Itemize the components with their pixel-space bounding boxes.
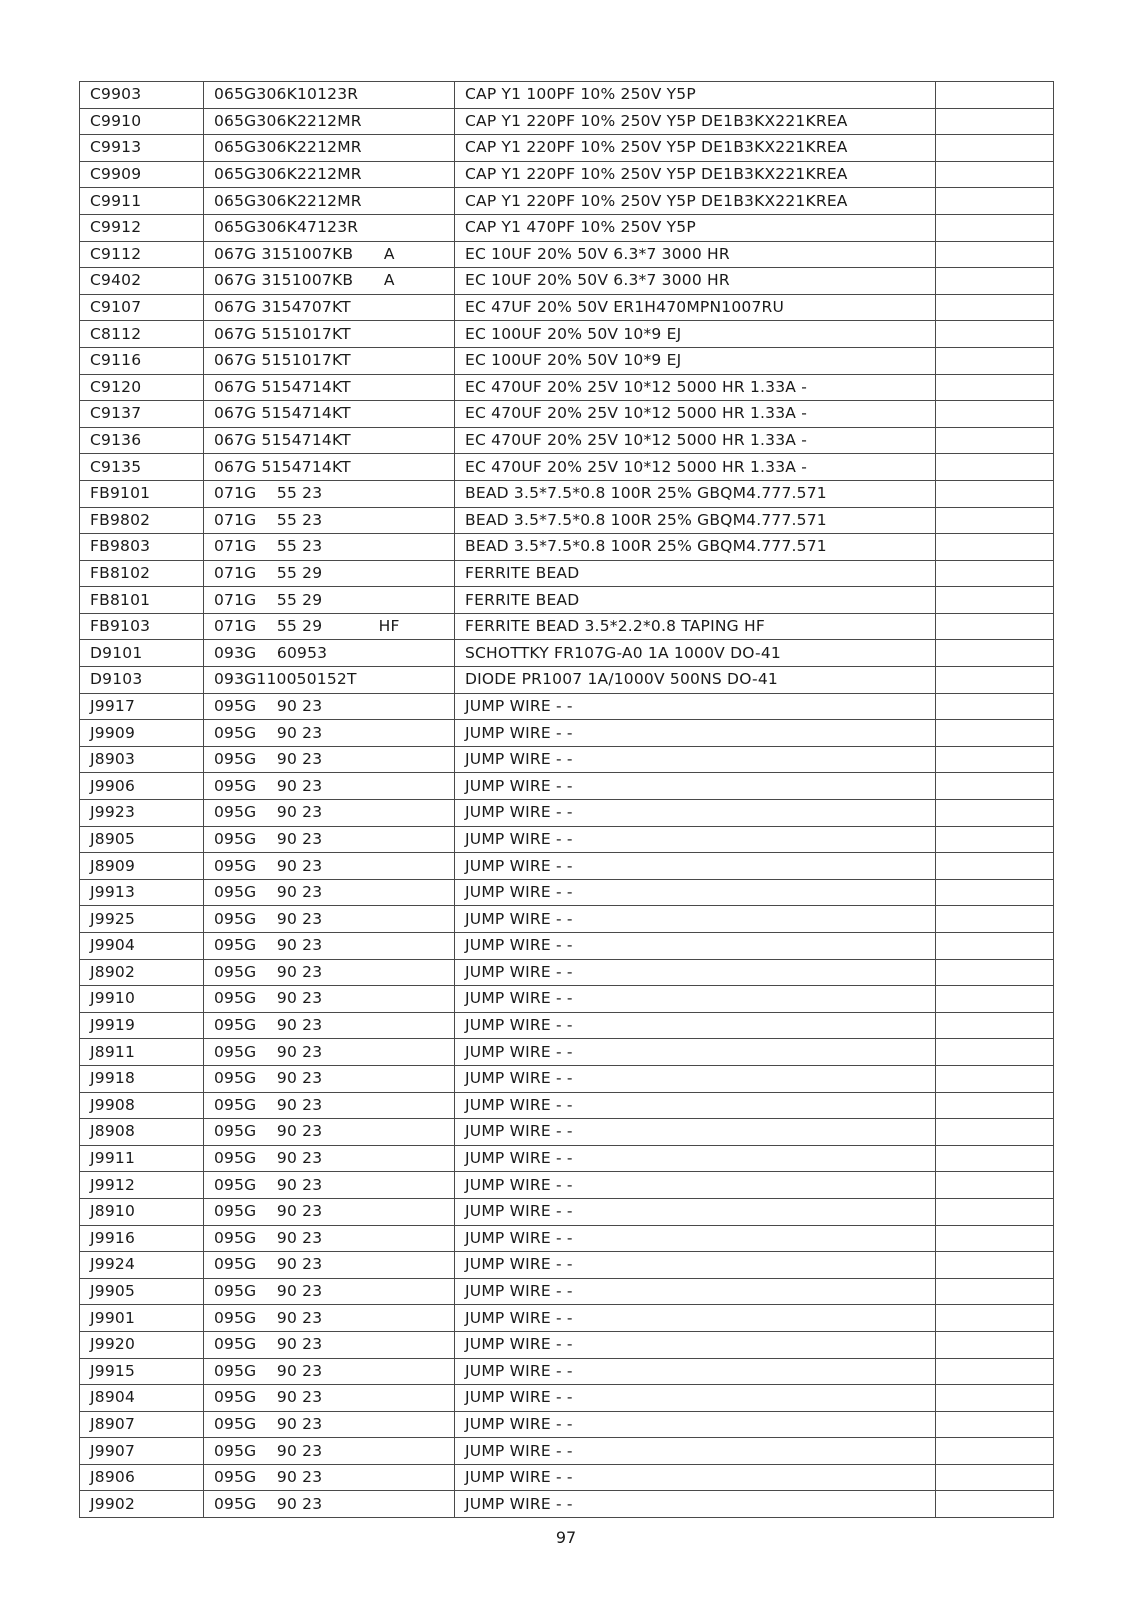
location-cell: C9136	[80, 427, 204, 454]
table-row	[80, 1092, 1054, 1119]
location-cell: J9917	[80, 693, 204, 720]
remark-cell	[936, 1172, 1054, 1199]
description-cell: EC 470UF 20% 25V 10*12 5000 HR 1.33A -	[455, 427, 936, 454]
location-cell: J9918	[80, 1065, 204, 1092]
remark-cell	[936, 667, 1054, 694]
remark-cell	[936, 1438, 1054, 1465]
description-cell: JUMP WIRE - -	[455, 1145, 936, 1172]
description-cell: EC 100UF 20% 50V 10*9 EJ	[455, 347, 936, 374]
description-cell: EC 10UF 20% 50V 6.3*7 3000 HR	[455, 241, 936, 268]
remark-cell	[936, 826, 1054, 853]
location-cell: C9912	[80, 214, 204, 241]
remark-cell	[936, 135, 1054, 162]
table-row	[80, 667, 1054, 694]
description-cell: JUMP WIRE - -	[455, 773, 936, 800]
table-row	[80, 986, 1054, 1013]
parts-list-table	[79, 81, 1054, 1518]
location-cell: J9924	[80, 1252, 204, 1279]
remark-cell	[936, 427, 1054, 454]
table-row	[80, 1172, 1054, 1199]
part-number-cell: 095G 90 23	[204, 959, 455, 986]
table-row	[80, 959, 1054, 986]
table-row	[80, 640, 1054, 667]
table-row	[80, 1198, 1054, 1225]
remark-cell	[936, 1145, 1054, 1172]
part-number-cell: 095G 90 23	[204, 1491, 455, 1518]
table-row	[80, 1305, 1054, 1332]
part-number-cell: 065G306K10123R	[204, 82, 455, 109]
part-number-cell: 095G 90 23	[204, 746, 455, 773]
location-cell: J9919	[80, 1012, 204, 1039]
remark-cell	[936, 321, 1054, 348]
table-row	[80, 268, 1054, 295]
location-cell: J9904	[80, 933, 204, 960]
location-cell: J8906	[80, 1464, 204, 1491]
part-number-cell: 093G110050152T	[204, 667, 455, 694]
description-cell: FERRITE BEAD	[455, 587, 936, 614]
description-cell: JUMP WIRE - -	[455, 1198, 936, 1225]
part-number-cell: 095G 90 23	[204, 1411, 455, 1438]
location-cell: C9116	[80, 347, 204, 374]
part-number-cell: 095G 90 23	[204, 693, 455, 720]
remark-cell	[936, 1012, 1054, 1039]
remark-cell	[936, 108, 1054, 135]
table-row	[80, 1411, 1054, 1438]
remark-cell	[936, 1065, 1054, 1092]
description-cell: CAP Y1 220PF 10% 250V Y5P DE1B3KX221KREA	[455, 188, 936, 215]
location-cell: J8902	[80, 959, 204, 986]
description-cell: JUMP WIRE - -	[455, 959, 936, 986]
description-cell: CAP Y1 220PF 10% 250V Y5P DE1B3KX221KREA	[455, 108, 936, 135]
part-number-cell: 095G 90 23	[204, 1278, 455, 1305]
remark-cell	[936, 1039, 1054, 1066]
part-number-cell: 095G 90 23	[204, 1225, 455, 1252]
part-number-cell: 095G 90 23	[204, 1331, 455, 1358]
description-cell: JUMP WIRE - -	[455, 1331, 936, 1358]
location-cell: J8910	[80, 1198, 204, 1225]
part-number-cell: 067G 3154707KT	[204, 294, 455, 321]
remark-cell	[936, 268, 1054, 295]
table-row	[80, 427, 1054, 454]
location-cell: J9906	[80, 773, 204, 800]
remark-cell	[936, 480, 1054, 507]
part-number-cell: 067G 5154714KT	[204, 427, 455, 454]
description-cell: JUMP WIRE - -	[455, 1225, 936, 1252]
description-cell: BEAD 3.5*7.5*0.8 100R 25% GBQM4.777.571	[455, 534, 936, 561]
description-cell: JUMP WIRE - -	[455, 1012, 936, 1039]
location-cell: FB9803	[80, 534, 204, 561]
part-number-cell: 095G 90 23	[204, 1092, 455, 1119]
table-row	[80, 401, 1054, 428]
description-cell: CAP Y1 100PF 10% 250V Y5P	[455, 82, 936, 109]
remark-cell	[936, 693, 1054, 720]
table-row	[80, 374, 1054, 401]
description-cell: JUMP WIRE - -	[455, 1065, 936, 1092]
description-cell: JUMP WIRE - -	[455, 906, 936, 933]
location-cell: J9902	[80, 1491, 204, 1518]
remark-cell	[936, 454, 1054, 481]
description-cell: JUMP WIRE - -	[455, 1092, 936, 1119]
part-number-cell: 065G306K2212MR	[204, 108, 455, 135]
location-cell: C8112	[80, 321, 204, 348]
remark-cell	[936, 214, 1054, 241]
remark-cell	[936, 1252, 1054, 1279]
remark-cell	[936, 534, 1054, 561]
location-cell: J8909	[80, 853, 204, 880]
table-row	[80, 507, 1054, 534]
description-cell: DIODE PR1007 1A/1000V 500NS DO-41	[455, 667, 936, 694]
remark-cell	[936, 933, 1054, 960]
remark-cell	[936, 401, 1054, 428]
location-cell: C9135	[80, 454, 204, 481]
description-cell: JUMP WIRE - -	[455, 879, 936, 906]
table-row	[80, 108, 1054, 135]
remark-cell	[936, 613, 1054, 640]
part-number-cell: 065G306K2212MR	[204, 188, 455, 215]
location-cell: C9402	[80, 268, 204, 295]
table-row	[80, 321, 1054, 348]
part-number-cell: 095G 90 23	[204, 853, 455, 880]
table-row	[80, 1012, 1054, 1039]
table-row	[80, 587, 1054, 614]
parts-list-body	[80, 82, 1054, 1518]
remark-cell	[936, 1464, 1054, 1491]
table-row	[80, 1331, 1054, 1358]
remark-cell	[936, 1278, 1054, 1305]
remark-cell	[936, 82, 1054, 109]
part-number-cell: 071G 55 29 HF	[204, 613, 455, 640]
remark-cell	[936, 640, 1054, 667]
location-cell: J9915	[80, 1358, 204, 1385]
remark-cell	[936, 879, 1054, 906]
table-row	[80, 1278, 1054, 1305]
part-number-cell: 095G 90 23	[204, 906, 455, 933]
table-row	[80, 241, 1054, 268]
remark-cell	[936, 1491, 1054, 1518]
table-row	[80, 454, 1054, 481]
description-cell: EC 470UF 20% 25V 10*12 5000 HR 1.33A -	[455, 454, 936, 481]
table-row	[80, 720, 1054, 747]
description-cell: JUMP WIRE - -	[455, 1305, 936, 1332]
part-number-cell: 071G 55 29	[204, 587, 455, 614]
description-cell: JUMP WIRE - -	[455, 1358, 936, 1385]
remark-cell	[936, 853, 1054, 880]
part-number-cell: 065G306K47123R	[204, 214, 455, 241]
location-cell: J9911	[80, 1145, 204, 1172]
table-row	[80, 1145, 1054, 1172]
location-cell: J8908	[80, 1119, 204, 1146]
table-row	[80, 1252, 1054, 1279]
location-cell: C9903	[80, 82, 204, 109]
description-cell: JUMP WIRE - -	[455, 986, 936, 1013]
location-cell: D9103	[80, 667, 204, 694]
remark-cell	[936, 1198, 1054, 1225]
table-row	[80, 1065, 1054, 1092]
description-cell: JUMP WIRE - -	[455, 720, 936, 747]
part-number-cell: 093G 60953	[204, 640, 455, 667]
table-row	[80, 1438, 1054, 1465]
part-number-cell: 095G 90 23	[204, 879, 455, 906]
part-number-cell: 067G 5151017KT	[204, 321, 455, 348]
location-cell: C9107	[80, 294, 204, 321]
location-cell: J8907	[80, 1411, 204, 1438]
description-cell: JUMP WIRE - -	[455, 800, 936, 827]
part-number-cell: 095G 90 23	[204, 1438, 455, 1465]
description-cell: EC 470UF 20% 25V 10*12 5000 HR 1.33A -	[455, 401, 936, 428]
location-cell: FB8101	[80, 587, 204, 614]
page-number: 97	[555, 1528, 577, 1547]
location-cell: J9925	[80, 906, 204, 933]
part-number-cell: 095G 90 23	[204, 826, 455, 853]
table-row	[80, 534, 1054, 561]
part-number-cell: 095G 90 23	[204, 1172, 455, 1199]
description-cell: JUMP WIRE - -	[455, 933, 936, 960]
table-row	[80, 933, 1054, 960]
description-cell: CAP Y1 220PF 10% 250V Y5P DE1B3KX221KREA	[455, 135, 936, 162]
description-cell: JUMP WIRE - -	[455, 1119, 936, 1146]
description-cell: BEAD 3.5*7.5*0.8 100R 25% GBQM4.777.571	[455, 507, 936, 534]
description-cell: CAP Y1 220PF 10% 250V Y5P DE1B3KX221KREA	[455, 161, 936, 188]
description-cell: JUMP WIRE - -	[455, 1252, 936, 1279]
remark-cell	[936, 507, 1054, 534]
remark-cell	[936, 1331, 1054, 1358]
remark-cell	[936, 1305, 1054, 1332]
location-cell: C9910	[80, 108, 204, 135]
location-cell: C9137	[80, 401, 204, 428]
part-number-cell: 095G 90 23	[204, 1464, 455, 1491]
location-cell: J8903	[80, 746, 204, 773]
remark-cell	[936, 294, 1054, 321]
description-cell: EC 10UF 20% 50V 6.3*7 3000 HR	[455, 268, 936, 295]
remark-cell	[936, 906, 1054, 933]
part-number-cell: 067G 5154714KT	[204, 374, 455, 401]
table-row	[80, 161, 1054, 188]
location-cell: J9901	[80, 1305, 204, 1332]
table-row	[80, 214, 1054, 241]
remark-cell	[936, 773, 1054, 800]
remark-cell	[936, 720, 1054, 747]
location-cell: J9912	[80, 1172, 204, 1199]
remark-cell	[936, 188, 1054, 215]
description-cell: JUMP WIRE - -	[455, 826, 936, 853]
table-row	[80, 853, 1054, 880]
part-number-cell: 095G 90 23	[204, 1252, 455, 1279]
location-cell: J9908	[80, 1092, 204, 1119]
description-cell: JUMP WIRE - -	[455, 1385, 936, 1412]
table-row	[80, 1358, 1054, 1385]
table-row	[80, 613, 1054, 640]
part-number-cell: 095G 90 23	[204, 1385, 455, 1412]
part-number-cell: 095G 90 23	[204, 800, 455, 827]
location-cell: C9913	[80, 135, 204, 162]
remark-cell	[936, 347, 1054, 374]
part-number-cell: 095G 90 23	[204, 1039, 455, 1066]
remark-cell	[936, 587, 1054, 614]
location-cell: J9907	[80, 1438, 204, 1465]
part-number-cell: 071G 55 23	[204, 534, 455, 561]
location-cell: FB9103	[80, 613, 204, 640]
description-cell: FERRITE BEAD 3.5*2.2*0.8 TAPING HF	[455, 613, 936, 640]
table-row	[80, 1491, 1054, 1518]
description-cell: EC 47UF 20% 50V ER1H470MPN1007RU	[455, 294, 936, 321]
table-row	[80, 1039, 1054, 1066]
table-row	[80, 826, 1054, 853]
table-row	[80, 560, 1054, 587]
description-cell: JUMP WIRE - -	[455, 853, 936, 880]
part-number-cell: 065G306K2212MR	[204, 161, 455, 188]
description-cell: JUMP WIRE - -	[455, 693, 936, 720]
table-row	[80, 773, 1054, 800]
part-number-cell: 095G 90 23	[204, 1358, 455, 1385]
description-cell: JUMP WIRE - -	[455, 1039, 936, 1066]
description-cell: JUMP WIRE - -	[455, 1438, 936, 1465]
part-number-cell: 095G 90 23	[204, 1145, 455, 1172]
location-cell: C9112	[80, 241, 204, 268]
remark-cell	[936, 560, 1054, 587]
remark-cell	[936, 1358, 1054, 1385]
remark-cell	[936, 800, 1054, 827]
table-row	[80, 82, 1054, 109]
location-cell: FB9802	[80, 507, 204, 534]
location-cell: J9910	[80, 986, 204, 1013]
part-number-cell: 095G 90 23	[204, 1305, 455, 1332]
part-number-cell: 095G 90 23	[204, 1065, 455, 1092]
remark-cell	[936, 374, 1054, 401]
table-row	[80, 347, 1054, 374]
table-row	[80, 480, 1054, 507]
remark-cell	[936, 1225, 1054, 1252]
description-cell: JUMP WIRE - -	[455, 746, 936, 773]
location-cell: FB8102	[80, 560, 204, 587]
part-number-cell: 095G 90 23	[204, 1198, 455, 1225]
remark-cell	[936, 241, 1054, 268]
location-cell: C9120	[80, 374, 204, 401]
part-number-cell: 095G 90 23	[204, 986, 455, 1013]
description-cell: JUMP WIRE - -	[455, 1464, 936, 1491]
table-row	[80, 746, 1054, 773]
description-cell: JUMP WIRE - -	[455, 1411, 936, 1438]
location-cell: J9913	[80, 879, 204, 906]
location-cell: J9920	[80, 1331, 204, 1358]
table-row	[80, 135, 1054, 162]
part-number-cell: 095G 90 23	[204, 1012, 455, 1039]
location-cell: J9923	[80, 800, 204, 827]
table-row	[80, 693, 1054, 720]
remark-cell	[936, 959, 1054, 986]
location-cell: C9909	[80, 161, 204, 188]
location-cell: J8905	[80, 826, 204, 853]
description-cell: JUMP WIRE - -	[455, 1278, 936, 1305]
location-cell: C9911	[80, 188, 204, 215]
table-row	[80, 906, 1054, 933]
remark-cell	[936, 986, 1054, 1013]
remark-cell	[936, 1092, 1054, 1119]
part-number-cell: 071G 55 23	[204, 480, 455, 507]
table-row	[80, 1119, 1054, 1146]
table-row	[80, 1385, 1054, 1412]
table-row	[80, 1464, 1054, 1491]
remark-cell	[936, 746, 1054, 773]
location-cell: J8911	[80, 1039, 204, 1066]
description-cell: JUMP WIRE - -	[455, 1172, 936, 1199]
part-number-cell: 095G 90 23	[204, 1119, 455, 1146]
location-cell: J9905	[80, 1278, 204, 1305]
location-cell: J9916	[80, 1225, 204, 1252]
part-number-cell: 095G 90 23	[204, 720, 455, 747]
table-row	[80, 1225, 1054, 1252]
description-cell: JUMP WIRE - -	[455, 1491, 936, 1518]
part-number-cell: 071G 55 23	[204, 507, 455, 534]
description-cell: EC 470UF 20% 25V 10*12 5000 HR 1.33A -	[455, 374, 936, 401]
table-row	[80, 879, 1054, 906]
description-cell: BEAD 3.5*7.5*0.8 100R 25% GBQM4.777.571	[455, 480, 936, 507]
location-cell: D9101	[80, 640, 204, 667]
part-number-cell: 095G 90 23	[204, 933, 455, 960]
part-number-cell: 067G 3151007KB A	[204, 268, 455, 295]
location-cell: FB9101	[80, 480, 204, 507]
table-row	[80, 188, 1054, 215]
part-number-cell: 067G 5151017KT	[204, 347, 455, 374]
description-cell: CAP Y1 470PF 10% 250V Y5P	[455, 214, 936, 241]
description-cell: SCHOTTKY FR107G-A0 1A 1000V DO-41	[455, 640, 936, 667]
remark-cell	[936, 1411, 1054, 1438]
location-cell: J8904	[80, 1385, 204, 1412]
table-row	[80, 800, 1054, 827]
remark-cell	[936, 161, 1054, 188]
remark-cell	[936, 1119, 1054, 1146]
table-row	[80, 294, 1054, 321]
part-number-cell: 067G 3151007KB A	[204, 241, 455, 268]
part-number-cell: 067G 5154714KT	[204, 401, 455, 428]
description-cell: FERRITE BEAD	[455, 560, 936, 587]
part-number-cell: 095G 90 23	[204, 773, 455, 800]
part-number-cell: 067G 5154714KT	[204, 454, 455, 481]
remark-cell	[936, 1385, 1054, 1412]
location-cell: J9909	[80, 720, 204, 747]
part-number-cell: 071G 55 29	[204, 560, 455, 587]
part-number-cell: 065G306K2212MR	[204, 135, 455, 162]
description-cell: EC 100UF 20% 50V 10*9 EJ	[455, 321, 936, 348]
